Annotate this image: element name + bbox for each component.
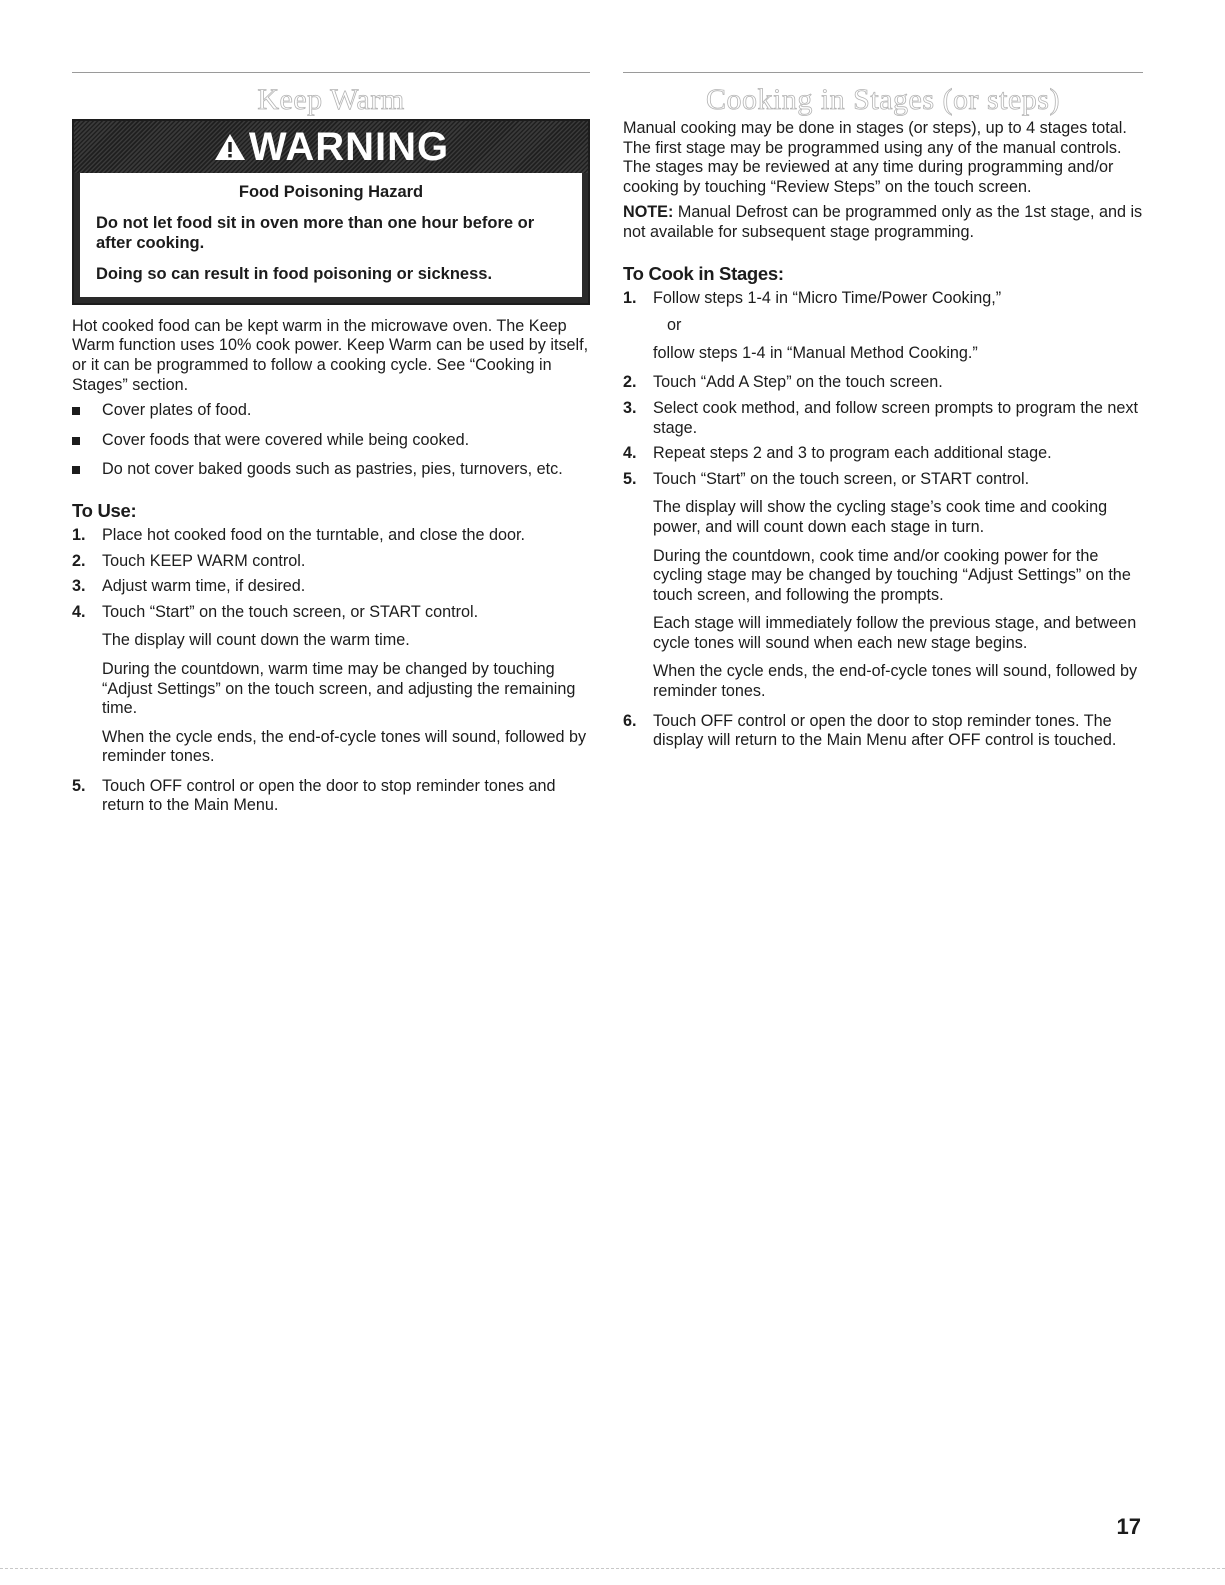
cooking-in-stages-section <box>623 72 1143 757</box>
subheading: To Cook in Stages: <box>623 262 784 284</box>
step-text: Touch KEEP WARM control. <box>102 551 306 570</box>
step-item <box>72 526 590 546</box>
step-subtext: When the cycle ends, the end-of-cycle tones will sound, followed by reminder tones. <box>102 727 587 766</box>
step-subtext: During the countdown, cook time and/or cooking power for the cycling stage may be changed by touching “Adjust Settings” on the touch screen, and following the prompts. <box>653 546 1131 604</box>
step-number: 2. <box>72 551 86 570</box>
step-number: 5. <box>72 776 86 795</box>
step-item <box>623 399 1143 438</box>
subheading: To Use: <box>72 499 137 521</box>
bullet-icon <box>72 437 80 445</box>
warning-line: Do not let food sit in oven more than one hour before or after cooking. <box>96 214 535 252</box>
section-title: Cooking in Stages (or steps) <box>706 83 1060 116</box>
step-or: or <box>667 316 682 335</box>
warning-title: WARNING <box>248 124 450 169</box>
step-number: 1. <box>72 525 86 544</box>
step-number: 3. <box>623 398 637 417</box>
note-paragraph <box>623 203 1143 242</box>
section-title: Keep Warm <box>257 83 405 116</box>
step-item <box>623 289 1143 364</box>
bullet-icon <box>72 407 80 415</box>
warning-triangle-icon <box>213 132 247 162</box>
step-text: Adjust warm time, if desired. <box>102 577 306 596</box>
page-number: 17 <box>1116 1514 1141 1539</box>
step-item <box>623 373 1143 393</box>
bottom-divider <box>0 1568 1225 1569</box>
keep-warm-section <box>72 72 590 822</box>
step-subtext: The display will show the cycling stage’s cook time and cooking power, and will count down each stage in turn. <box>653 498 1108 536</box>
step-number: 6. <box>623 711 637 730</box>
step-text: Place hot cooked food on the turntable, and close the door. <box>102 525 525 544</box>
step-item <box>623 444 1143 464</box>
step-text: Touch “Start” on the touch screen, or START control. <box>653 469 1030 488</box>
intro-paragraph: Hot cooked food can be kept warm in the microwave oven. The Keep Warm function uses 10% cook power. Keep Warm can be used by itself, or it can be programmed to follow a cooking cycle. See “Cooking in Stages” section. <box>72 316 589 394</box>
step-number: 4. <box>623 444 637 463</box>
note-text: Manual Defrost can be programmed only as the 1st stage, and is not available for subsequent stage programming. <box>623 203 1143 241</box>
step-item <box>72 577 590 597</box>
bullet-text: Do not cover baked goods such as pastries, pies, turnovers, etc. <box>102 460 563 479</box>
warning-box <box>72 119 590 305</box>
step-text: Follow steps 1-4 in “Micro Time/Power Cooking,” <box>653 288 1002 307</box>
step-number: 1. <box>623 288 637 307</box>
steps-list <box>72 526 590 816</box>
bullet-text: Cover plates of food. <box>102 401 252 420</box>
note-label: NOTE: <box>623 203 674 222</box>
step-item <box>72 603 590 767</box>
warning-line: Doing so can result in food poisoning or sickness. <box>96 265 493 284</box>
step-text: Touch “Add A Step” on the touch screen. <box>653 373 943 392</box>
warning-body <box>74 173 588 303</box>
step-subtext: The display will count down the warm time. <box>102 631 410 650</box>
step-number: 3. <box>72 577 86 596</box>
step-number: 5. <box>623 469 637 488</box>
bullet-list <box>72 401 590 480</box>
step-item <box>72 552 590 572</box>
list-item <box>72 460 590 480</box>
step-subtext: When the cycle ends, the end-of-cycle tones will sound, followed by reminder tones. <box>653 662 1138 701</box>
step-item <box>623 712 1143 751</box>
steps-list <box>623 289 1143 751</box>
bullet-text: Cover foods that were covered while being cooked. <box>102 430 470 449</box>
step-text: Repeat steps 2 and 3 to program each additional stage. <box>653 444 1052 463</box>
step-text: Select cook method, and follow screen prompts to program the next stage. <box>653 398 1138 437</box>
step-text: Touch OFF control or open the door to stop reminder tones. The display will return to the Main Menu after OFF control is touched. <box>653 711 1117 750</box>
intro-paragraph: Manual cooking may be done in stages (or steps), up to 4 stages total. The first stage may be programmed using any of the manual controls. The stages may be reviewed at any time during programming and/or cooking by touching “Review Steps” on the touch screen. <box>623 119 1127 196</box>
list-item <box>72 431 590 451</box>
step-subtext: follow steps 1-4 in “Manual Method Cooking.” <box>653 343 978 362</box>
step-item <box>72 777 590 816</box>
step-item <box>623 470 1143 702</box>
step-subtext: Each stage will immediately follow the previous stage, and between cycle tones will sound when each new stage begins. <box>653 614 1137 652</box>
warning-header <box>74 121 588 173</box>
warning-hazard: Food Poisoning Hazard <box>238 183 424 201</box>
step-number: 2. <box>623 373 637 392</box>
step-text: Touch OFF control or open the door to stop reminder tones and return to the Main Menu. <box>102 776 556 815</box>
list-item <box>72 401 590 421</box>
section-rule <box>623 72 1143 73</box>
section-rule <box>72 72 590 73</box>
step-number: 4. <box>72 602 86 621</box>
bullet-icon <box>72 466 80 474</box>
step-subtext: During the countdown, warm time may be changed by touching “Adjust Settings” on the touch screen, and adjusting the remaining time. <box>102 659 576 718</box>
step-text: Touch “Start” on the touch screen, or START control. <box>102 602 479 621</box>
